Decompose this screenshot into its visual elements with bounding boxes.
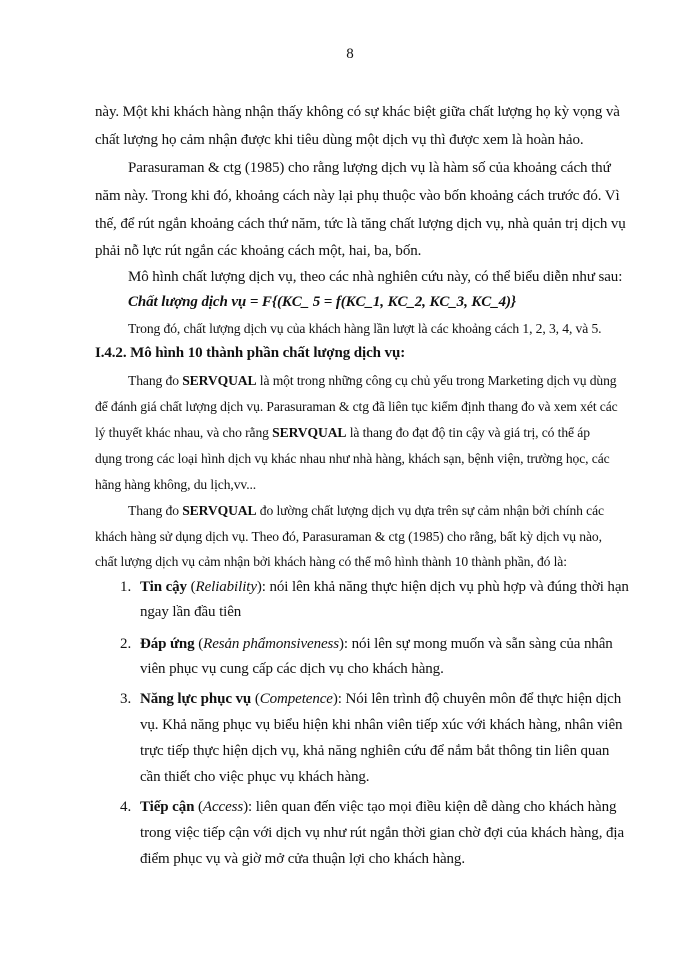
paragraph-5-line-5: hãng hàng không, du lịch,vv... [95,477,257,492]
list-item-english-term: Competence [259,691,333,707]
servqual-term: SERVQUAL [182,503,257,518]
list-item-line: vụ. Khả năng phục vụ biểu hiện khi nhân viên tiếp xúc với khách hàng, nhân viên [140,717,623,733]
paragraph-5-line-2: để đánh giá chất lượng dịch vụ. Parasuraman & ctg đã liên tục kiểm định thang đo và xem xét các [95,399,618,414]
list-number: 3. [120,691,132,707]
list-number: 2. [120,636,132,652]
list-item-first-line [140,636,613,653]
list-item-line: trực tiếp thực hiện dịch vụ, khả năng nghiên cứu để nắm bắt thông tin liên quan [140,743,610,759]
list-item-title: Tiếp cận [140,799,195,815]
paragraph-2-line-1: Parasuraman & ctg (1985) cho rằng lượng dịch vụ là hàm số của khoảng cách thứ [128,160,611,176]
servqual-term: SERVQUAL [272,425,347,440]
list-item-english-term: Access [202,799,244,815]
list-item-english-term: Reliability [195,579,257,595]
text-run: ( [194,799,203,815]
text-run: ( [194,636,204,652]
formula [128,294,516,311]
text-run: ): liên quan đến việc tạo mọi điều kiện dễ dàng cho khách hàng [243,799,617,815]
paragraph-5-line-4: dụng trong các loại hình dịch vụ khác nhau như nhà hàng, khách sạn, bệnh viện, trường học, các [95,451,610,466]
paragraph-6-line-1 [128,503,604,519]
paragraph-3: Mô hình chất lượng dịch vụ, theo các nhà nghiên cứu này, có thể biểu diễn như sau: [128,269,623,285]
page-number: 8 [346,46,354,62]
list-item-line: điểm phục vụ và giờ mở cửa thuận lợi cho khách hàng. [140,851,465,867]
list-item-line: cần thiết cho việc phục vụ khách hàng. [140,769,370,785]
text-run: Thang đo [128,373,183,388]
paragraph-2-line-2: năm này. Trong khi đó, khoảng cách này lại phụ thuộc vào bốn khoảng cách trước đó. Vì [95,188,620,204]
text-run: là một trong những công cụ chủ yếu trong Marketing dịch vụ dùng [256,373,617,388]
list-item-title: Tin cậy [140,579,187,595]
paragraph-2-line-4: phải nỗ lực rút ngắn các khoảng cách một, hai, ba, bốn. [95,243,422,259]
list-number: 1. [120,579,132,595]
list-item-line: trong việc tiếp cận với dịch vụ như rút ngắn thời gian chờ đợi của khách hàng, địa [140,825,625,841]
text-run: ( [251,691,260,707]
list-item-title: Đáp ứng [140,636,195,652]
section-heading: I.4.2. Mô hình 10 thành phần chất lượng dịch vụ: [95,345,406,361]
paragraph-4: Trong đó, chất lượng dịch vụ của khách hàng lần lượt là các khoảng cách 1, 2, 3, 4, và 5. [128,321,602,336]
list-item-first-line [140,799,616,816]
text-run: là thang đo đạt độ tin cậy và giá trị, có thể áp [346,425,590,440]
list-item-line: viên phục vụ cung cấp các dịch vụ cho khách hàng. [140,661,444,677]
list-item-first-line [140,691,621,708]
text-run: Thang đo [128,503,183,518]
paragraph-1-line-2: chất lượng họ cảm nhận được khi tiêu dùng một dịch vụ thì được xem là hoàn hảo. [95,132,584,148]
text-run: ): nói lên khả năng thực hiện dịch vụ phù hợp và đúng thời hạn [256,579,629,595]
text-run: lý thuyết khác nhau, và cho rằng [95,425,273,440]
list-item-english-term: Resản phẩmonsiveness [203,636,340,652]
text-run: ): Nói lên trình độ chuyên môn để thực hiện dịch [332,691,622,707]
formula-expression: = F{(KC_ 5 = f(KC_1, KC_2, KC_3, KC_4)} [246,294,517,310]
paragraph-1-line-1: này. Một khi khách hàng nhận thấy không có sự khác biệt giữa chất lượng họ kỳ vọng và [95,104,620,120]
text-run: ( [186,579,196,595]
paragraph-6-line-3: chất lượng dịch vụ cảm nhận bởi khách hàng có thể mô hình thành 10 thành phần, đó là: [95,554,567,569]
paragraph-5-line-3 [95,425,590,441]
paragraph-6-line-2: khách hàng sử dụng dịch vụ. Theo đó, Parasuraman & ctg (1985) cho rằng, bất kỳ dịch vụ nào, [95,529,602,544]
servqual-term: SERVQUAL [182,373,257,388]
list-item-title: Năng lực phục vụ [140,691,252,707]
list-item-first-line [140,579,629,596]
text-run: đo lường chất lượng dịch vụ dựa trên sự cảm nhận bởi chính các [256,503,604,518]
paragraph-2-line-3: thế, để rút ngắn khoảng cách thứ năm, tức là tăng chất lượng dịch vụ, nhà quản trị dịch vụ [95,216,626,232]
text-run: ): nói lên sự mong muốn và sẵn sàng của nhân [339,636,613,652]
list-number: 4. [120,799,132,815]
formula-label: Chất lượng dịch vụ [128,294,247,310]
list-item-line: ngay lần đầu tiên [140,604,242,620]
paragraph-5-line-1 [128,373,617,389]
